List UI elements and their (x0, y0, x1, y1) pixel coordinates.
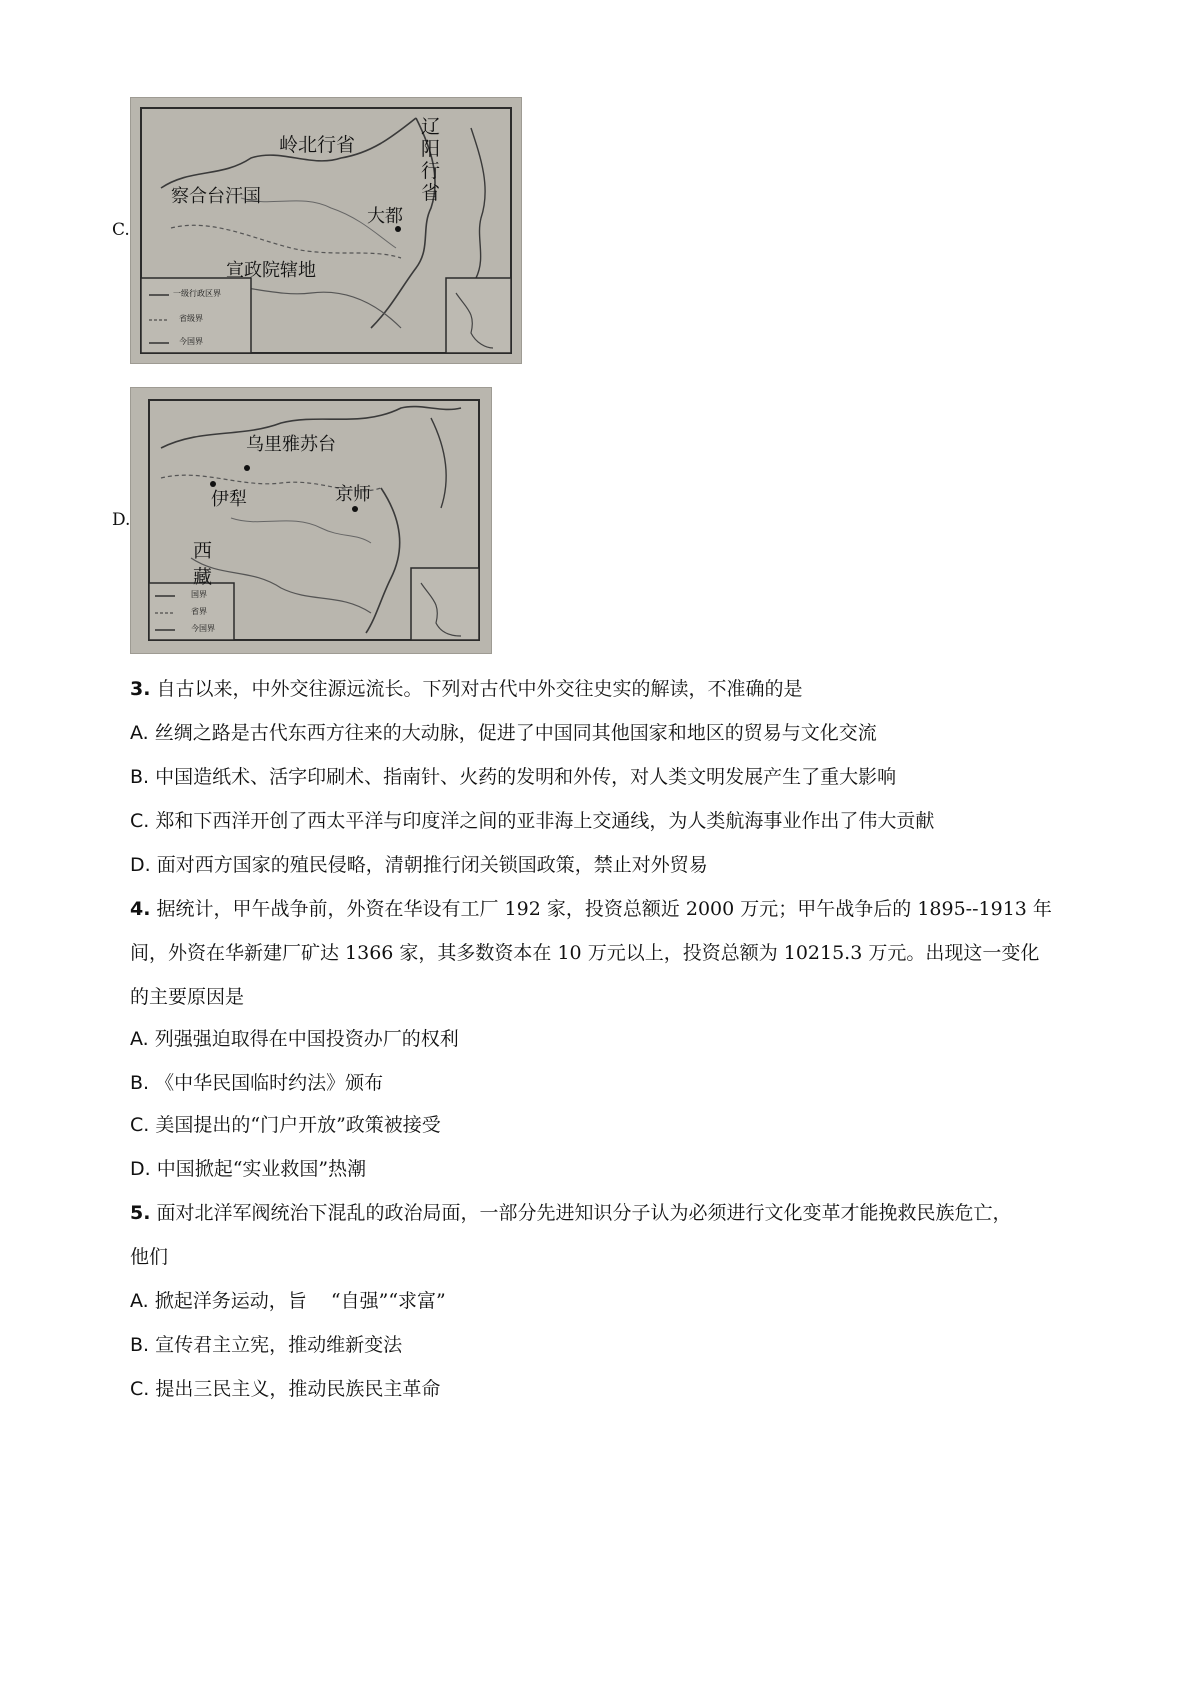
option-text: 美国提出的“门户开放”政策被接受 (155, 1114, 441, 1136)
question-3-option-d (130, 852, 1170, 878)
map-label-uliastai: 乌里雅苏台 (246, 434, 336, 455)
option-text: 列强强迫取得在中国投资办厂的权利 (154, 1028, 459, 1050)
question-3-option-a (130, 720, 1170, 746)
map-label-xuanzhengyuan: 宣政院辖地 (226, 260, 316, 281)
question-text: 间，外资在华新建厂矿达 1366 家，其多数资本在 10 万元以上，投资总额为 10215.3 万元。出现这一变化 (130, 942, 1040, 964)
question-number: 4. (130, 898, 151, 920)
map-label-lingbei: 岭北行省 (279, 134, 356, 156)
question-3-stem (130, 676, 1170, 702)
legend-item: 一级行政区界 (173, 289, 221, 298)
legend-item: 今国界 (179, 337, 203, 346)
option-text: 《中华民国临时约法》颁布 (155, 1072, 384, 1094)
option-text: 掀起洋务运动，旨 “自强”“求富” (154, 1290, 446, 1312)
question-number: 3. (130, 678, 151, 700)
option-letter: D. (130, 1158, 151, 1180)
question-5-stem-line-2 (130, 1244, 1170, 1270)
option-letter: D. (130, 854, 151, 876)
option-c-label: C. (112, 220, 130, 240)
option-letter: B. (130, 766, 150, 788)
question-3-option-c (130, 808, 1170, 834)
option-d-label: D. (112, 510, 131, 530)
question-5-option-a (130, 1288, 1170, 1314)
question-text: 面对北洋军阀统治下混乱的政治局面，一部分先进知识分子认为必须进行文化变革才能挽救民族危亡， (156, 1202, 1012, 1224)
option-text: 郑和下西洋开创了西太平洋与印度洋之间的亚非海上交通线，为人类航海事业作出了伟大贡献 (155, 810, 935, 832)
question-text: 自古以来，中外交往源远流长。下列对古代中外交往史实的解读，不准确的是 (156, 678, 803, 700)
legend-item: 国界 (191, 590, 207, 599)
map-label-chagatai: 察合台汗国 (171, 186, 261, 207)
option-text: 宣传君主立宪，推动维新变法 (155, 1334, 403, 1356)
option-letter: A. (130, 1290, 149, 1312)
question-text: 据统计，甲午战争前，外资在华设有工厂 192 家，投资总额近 2000 万元；甲午战争后的 1895--1913 年 (156, 898, 1052, 920)
option-letter: A. (130, 722, 149, 744)
option-text: 面对西方国家的殖民侵略，清朝推行闭关锁国政策，禁止对外贸易 (156, 854, 708, 876)
question-4-option-c (130, 1112, 1170, 1138)
question-text: 的主要原因是 (130, 986, 245, 1008)
legend-item: 省级界 (179, 314, 203, 323)
question-3-option-b (130, 764, 1170, 790)
legend-item: 今国界 (191, 624, 215, 633)
option-letter: C. (130, 1378, 150, 1400)
option-text: 提出三民主义，推动民族民主革命 (155, 1378, 441, 1400)
question-text: 他们 (130, 1246, 169, 1268)
map-label-xizang: 西藏 (193, 540, 213, 588)
question-5-option-b (130, 1332, 1170, 1358)
qing-dynasty-map (130, 387, 492, 654)
option-text: 中国造纸术、活字印刷术、指南针、火药的发明和外传，对人类文明发展产生了重大影响 (155, 766, 897, 788)
map-label-liaoyang: 辽阳行省 (421, 116, 441, 204)
legend-item: 省界 (191, 607, 207, 616)
question-5-stem-line-1 (130, 1200, 1170, 1226)
yuan-dynasty-map (130, 97, 522, 364)
map-label-ili: 伊犁 (211, 489, 247, 510)
question-4-stem-line-1 (130, 896, 1170, 922)
option-letter: B. (130, 1334, 150, 1356)
option-letter: A. (130, 1028, 149, 1050)
option-letter: C. (130, 810, 150, 832)
map-label-dadu: 大都 (367, 206, 403, 227)
question-4-option-d (130, 1156, 1170, 1182)
question-4-option-b (130, 1070, 1170, 1096)
question-4-stem-line-3 (130, 984, 1170, 1010)
question-4-stem-line-2 (130, 940, 1170, 966)
option-text: 丝绸之路是古代东西方往来的大动脉，促进了中国同其他国家和地区的贸易与文化交流 (154, 722, 877, 744)
option-text: 中国掀起“实业救国”热潮 (156, 1158, 367, 1180)
option-letter: B. (130, 1072, 150, 1094)
map-label-jingshi: 京师 (335, 484, 371, 505)
question-number: 5. (130, 1202, 151, 1224)
question-4-option-a (130, 1026, 1170, 1052)
question-5-option-c (130, 1376, 1170, 1402)
option-letter: C. (130, 1114, 150, 1136)
